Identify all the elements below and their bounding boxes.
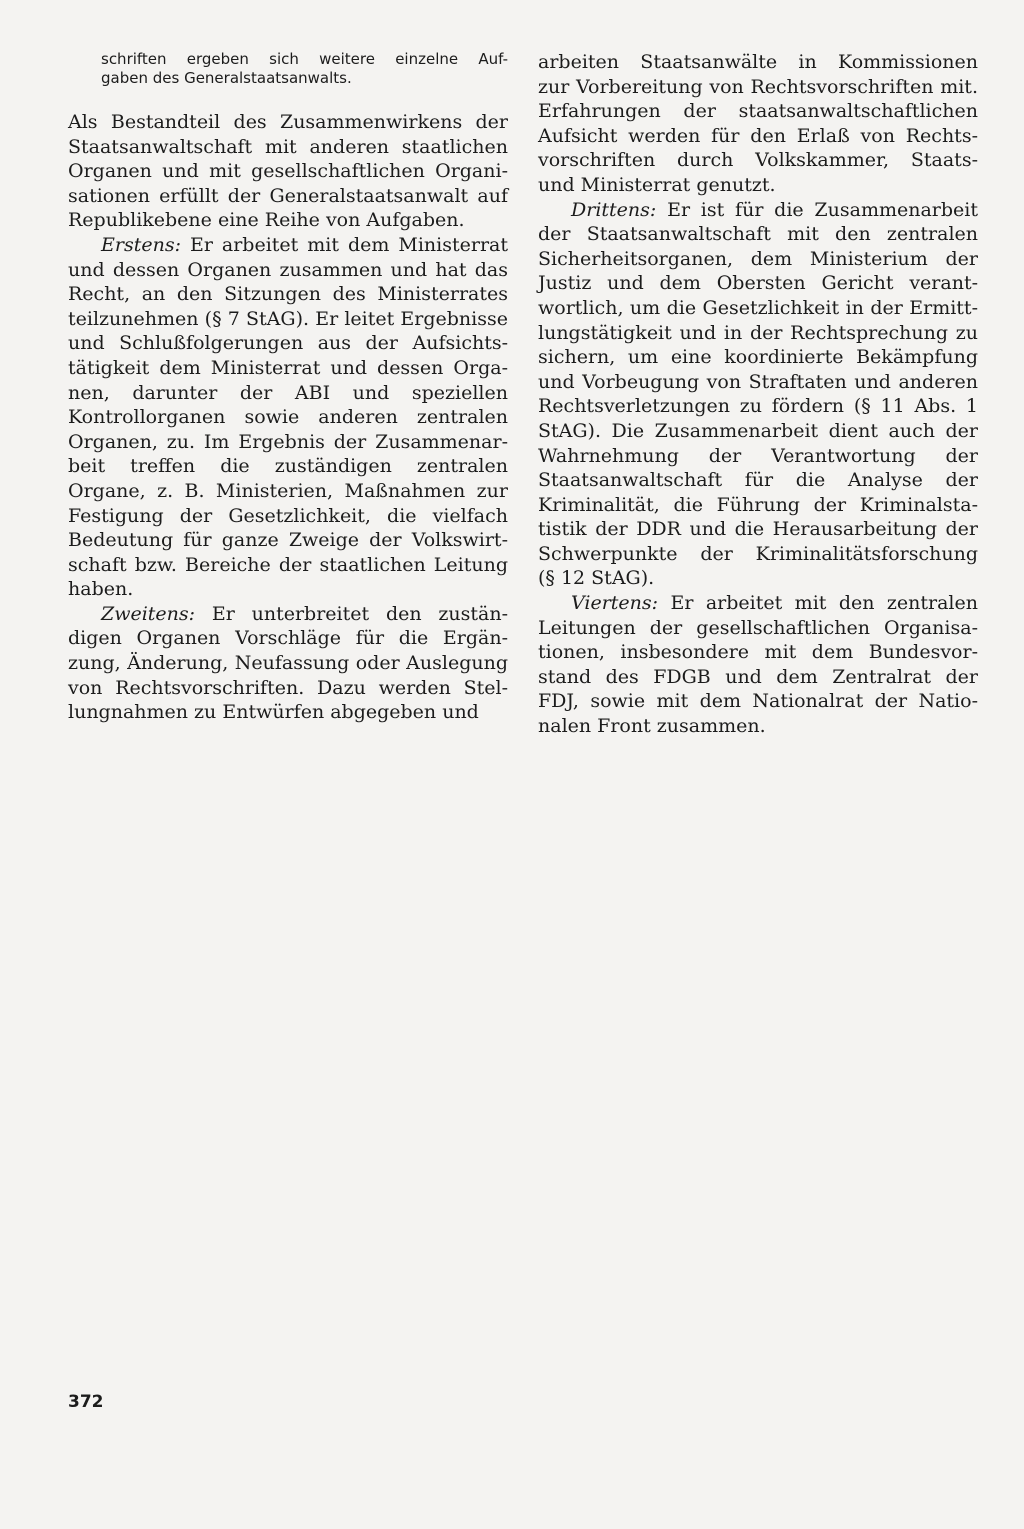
line-text: lungstätigkeit und in der Rechtsprechung zu bbox=[538, 321, 978, 344]
text-line bbox=[538, 222, 978, 247]
line-text: Organe, z. B. Ministerien, Maßnahmen zur bbox=[68, 479, 508, 502]
line-text: zung, Änderung, Neufassung oder Auslegung bbox=[68, 652, 508, 675]
paragraph bbox=[68, 110, 508, 233]
line-text: und dessen Organen zusammen und hat das bbox=[68, 258, 508, 281]
line-text: Er unterbreitet den zustän- bbox=[211, 602, 508, 625]
text-line bbox=[538, 616, 978, 641]
text-line bbox=[538, 689, 978, 714]
line-text: und Ministerrat genutzt. bbox=[538, 173, 776, 196]
text-line bbox=[538, 296, 978, 321]
text-line bbox=[538, 247, 978, 272]
line-text: schaft bzw. Bereiche der staatlichen Leitung bbox=[68, 553, 508, 576]
text-line bbox=[68, 479, 508, 504]
line-text: arbeiten Staatsanwälte in Kommissionen bbox=[538, 51, 978, 73]
text-line bbox=[68, 110, 508, 135]
text-line bbox=[68, 700, 508, 725]
line-text: (§ 12 StAG). bbox=[538, 567, 655, 590]
text-line bbox=[68, 184, 508, 209]
paragraph bbox=[68, 233, 508, 602]
text-line bbox=[538, 370, 978, 395]
line-text: Er arbeitet mit dem Ministerrat bbox=[189, 233, 508, 256]
line-text: stand des FDGB und dem Zentralrat der bbox=[538, 665, 978, 688]
line-text: Kontrollorganen sowie anderen zentralen bbox=[68, 406, 508, 429]
text-line bbox=[538, 99, 978, 124]
line-text: beit treffen die zuständigen zentralen bbox=[68, 455, 508, 478]
text-line bbox=[538, 444, 978, 469]
text-line bbox=[68, 233, 508, 258]
paragraph-lead: Erstens: bbox=[101, 233, 181, 256]
text-line bbox=[538, 75, 978, 100]
line-text: Erfahrungen der staatsanwaltschaftlichen bbox=[538, 100, 978, 123]
line-text: nen, darunter der ABI und speziellen bbox=[68, 381, 508, 404]
footnote bbox=[68, 50, 508, 88]
text-line bbox=[538, 468, 978, 493]
text-line bbox=[68, 282, 508, 307]
line-text: wortlich, um die Gesetzlichkeit in der Ermitt- bbox=[538, 296, 978, 319]
text-line bbox=[538, 714, 978, 739]
line-text: Aufsicht werden für den Erlaß von Rechts- bbox=[538, 124, 978, 147]
text-line bbox=[538, 345, 978, 370]
text-line bbox=[68, 307, 508, 332]
line-text: FDJ, sowie mit dem Nationalrat der Natio- bbox=[538, 690, 978, 713]
line-text: Als Bestandteil des Zusammenwirkens der bbox=[68, 111, 508, 133]
paragraph bbox=[538, 198, 978, 592]
line-text: teilzunehmen (§ 7 StAG). Er leitet Ergebnisse bbox=[68, 307, 508, 330]
line-text: Justiz und dem Obersten Gericht verant- bbox=[538, 272, 978, 295]
line-text: tätigkeit dem Ministerrat und dessen Orga- bbox=[68, 356, 508, 379]
line-text: zur Vorbereitung von Rechtsvorschriften mit. bbox=[538, 75, 978, 98]
line-text: der Staatsanwaltschaft mit den zentralen bbox=[538, 223, 978, 246]
text-line bbox=[538, 173, 978, 198]
text-line bbox=[538, 566, 978, 591]
text-line bbox=[68, 381, 508, 406]
text-line bbox=[538, 394, 978, 419]
footnote-gap bbox=[68, 88, 508, 110]
footnote-line: schriften ergeben sich weitere einzelne Auf- bbox=[101, 50, 508, 68]
text-line bbox=[538, 124, 978, 149]
paragraph-lead: Zweitens: bbox=[101, 602, 196, 625]
text-line bbox=[68, 208, 508, 233]
text-line bbox=[68, 676, 508, 701]
line-text: Er arbeitet mit den zentralen bbox=[670, 592, 978, 615]
text-line bbox=[68, 528, 508, 553]
text-line bbox=[68, 577, 508, 602]
text-line bbox=[538, 50, 978, 75]
line-text: Er ist für die Zusammenarbeit bbox=[667, 198, 978, 221]
line-text: und Schlußfolgerungen aus der Aufsichts- bbox=[68, 332, 508, 355]
line-text: sationen erfüllt der Generalstaatsanwalt auf bbox=[68, 184, 508, 207]
text-line bbox=[538, 665, 978, 690]
line-text: Organen, zu. Im Ergebnis der Zusammenar- bbox=[68, 430, 508, 453]
line-text: haben. bbox=[68, 578, 134, 601]
line-text: tionen, insbesondere mit dem Bundesvor- bbox=[538, 641, 978, 664]
left-column bbox=[68, 50, 508, 725]
text-line bbox=[68, 553, 508, 578]
text-line bbox=[538, 493, 978, 518]
line-text: StAG). Die Zusammenarbeit dient auch der bbox=[538, 419, 978, 442]
line-text: tistik der DDR und die Herausarbeitung der bbox=[538, 518, 978, 541]
line-text: lungnahmen zu Entwürfen abgegeben und bbox=[68, 701, 479, 724]
footnote-line: gaben des Generalstaatsanwalts. bbox=[101, 69, 352, 87]
text-line bbox=[68, 356, 508, 381]
line-text: Staatsanwaltschaft mit anderen staatlichen bbox=[68, 135, 508, 158]
line-text: digen Organen Vorschläge für die Ergän- bbox=[68, 627, 508, 650]
paragraph bbox=[538, 591, 978, 739]
line-text: Republikebene eine Reihe von Aufgaben. bbox=[68, 209, 465, 232]
line-text: Rechtsverletzungen zu fördern (§ 11 Abs. 1 bbox=[538, 395, 978, 418]
line-text: Recht, an den Sitzungen des Ministerrates bbox=[68, 283, 508, 306]
paragraph-lead: Viertens: bbox=[571, 592, 659, 615]
line-text: und Vorbeugung von Straftaten und anderen bbox=[538, 370, 978, 393]
right-column bbox=[538, 50, 978, 739]
line-text: Festigung der Gesetzlichkeit, die vielfach bbox=[68, 504, 508, 527]
line-text: Sicherheitsorganen, dem Ministerium der bbox=[538, 247, 978, 270]
text-line bbox=[68, 651, 508, 676]
text-line bbox=[68, 430, 508, 455]
text-line bbox=[538, 640, 978, 665]
page-number: 372 bbox=[68, 1392, 104, 1412]
text-line bbox=[538, 198, 978, 223]
text-line bbox=[538, 517, 978, 542]
paragraph-lead: Drittens: bbox=[571, 198, 657, 221]
text-line bbox=[68, 626, 508, 651]
text-line bbox=[538, 271, 978, 296]
text-line bbox=[68, 331, 508, 356]
line-text: Organen und mit gesellschaftlichen Organi- bbox=[68, 160, 508, 183]
text-line bbox=[538, 542, 978, 567]
line-text: Schwerpunkte der Kriminalitätsforschung bbox=[538, 542, 978, 565]
line-text: Wahrnehmung der Verantwortung der bbox=[538, 444, 978, 467]
line-text: von Rechtsvorschriften. Dazu werden Stel- bbox=[68, 676, 508, 699]
line-text: vorschriften durch Volkskammer, Staats- bbox=[538, 149, 978, 172]
paragraph bbox=[538, 50, 978, 198]
text-line bbox=[68, 135, 508, 160]
line-text: nalen Front zusammen. bbox=[538, 715, 766, 738]
paragraph bbox=[68, 602, 508, 725]
line-text: Leitungen der gesellschaftlichen Organisa- bbox=[538, 616, 978, 639]
text-line bbox=[538, 591, 978, 616]
text-line bbox=[68, 454, 508, 479]
text-line bbox=[68, 602, 508, 627]
text-line bbox=[68, 159, 508, 184]
text-line bbox=[68, 504, 508, 529]
text-line bbox=[538, 148, 978, 173]
text-line bbox=[68, 258, 508, 283]
text-line bbox=[68, 405, 508, 430]
line-text: Bedeutung für ganze Zweige der Volkswirt- bbox=[68, 529, 508, 552]
text-line bbox=[538, 321, 978, 346]
line-text: Staatsanwaltschaft für die Analyse der bbox=[538, 469, 978, 492]
line-text: sichern, um eine koordinierte Bekämpfung bbox=[538, 346, 978, 369]
text-line bbox=[538, 419, 978, 444]
line-text: Kriminalität, die Führung der Kriminalsta- bbox=[538, 493, 978, 516]
